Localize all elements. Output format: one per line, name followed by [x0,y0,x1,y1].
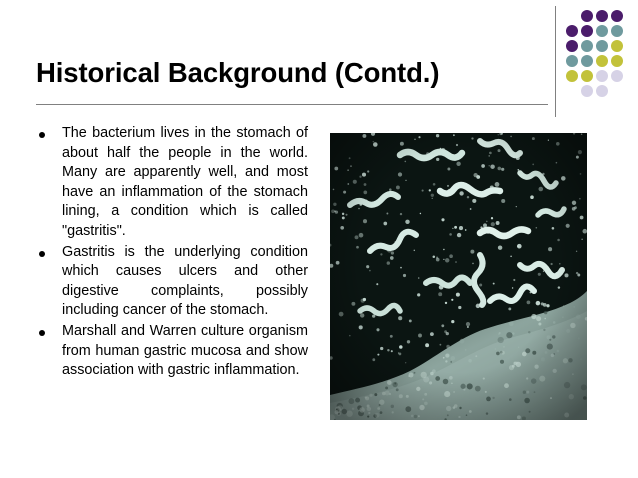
bullet-list [36,124,308,382]
decor-vertical-rule [555,6,556,117]
bullet-item [36,124,308,242]
purple-dot [596,10,608,22]
lavender-dot [596,85,608,97]
bullet-text: Gastritis is the underlying condition which causes ulcers and other digestive complaints, possibly including cancer of the stomach. [62,243,308,319]
bullet-dot-icon [39,132,45,138]
teal-dot [596,25,608,37]
teal-dot [581,55,593,67]
olive-dot [611,40,623,52]
bacteria-micrograph-image [330,133,587,420]
bullet-text: The bacterium lives in the stomach of about half the people in the world. Many are apparently well, and most have an inflammation of the stomach lining, a condition which is called "gastritis". [62,125,308,239]
lavender-dot [611,70,623,82]
purple-dot [566,40,578,52]
olive-dot [581,70,593,82]
olive-dot [611,55,623,67]
teal-dot [581,40,593,52]
teal-dot [596,40,608,52]
teal-dot [611,25,623,37]
bullet-item [36,322,308,381]
lavender-dot [581,85,593,97]
bullet-dot-icon [39,330,45,336]
olive-dot [596,55,608,67]
purple-dot [611,10,623,22]
bullet-dot-icon [39,251,45,257]
micrograph-vignette [330,133,587,420]
purple-dot [581,10,593,22]
purple-dot [566,25,578,37]
bullet-item [36,243,308,321]
bullet-text: Marshall and Warren culture organism from human gastric mucosa and show association with gastric inflammation. [62,322,308,379]
micrograph-drawing [330,133,587,420]
title-underline [36,104,548,105]
slide-title: Historical Background (Contd.) [36,57,440,88]
purple-dot [581,25,593,37]
teal-dot [566,55,578,67]
olive-dot [566,70,578,82]
lavender-dot [596,70,608,82]
